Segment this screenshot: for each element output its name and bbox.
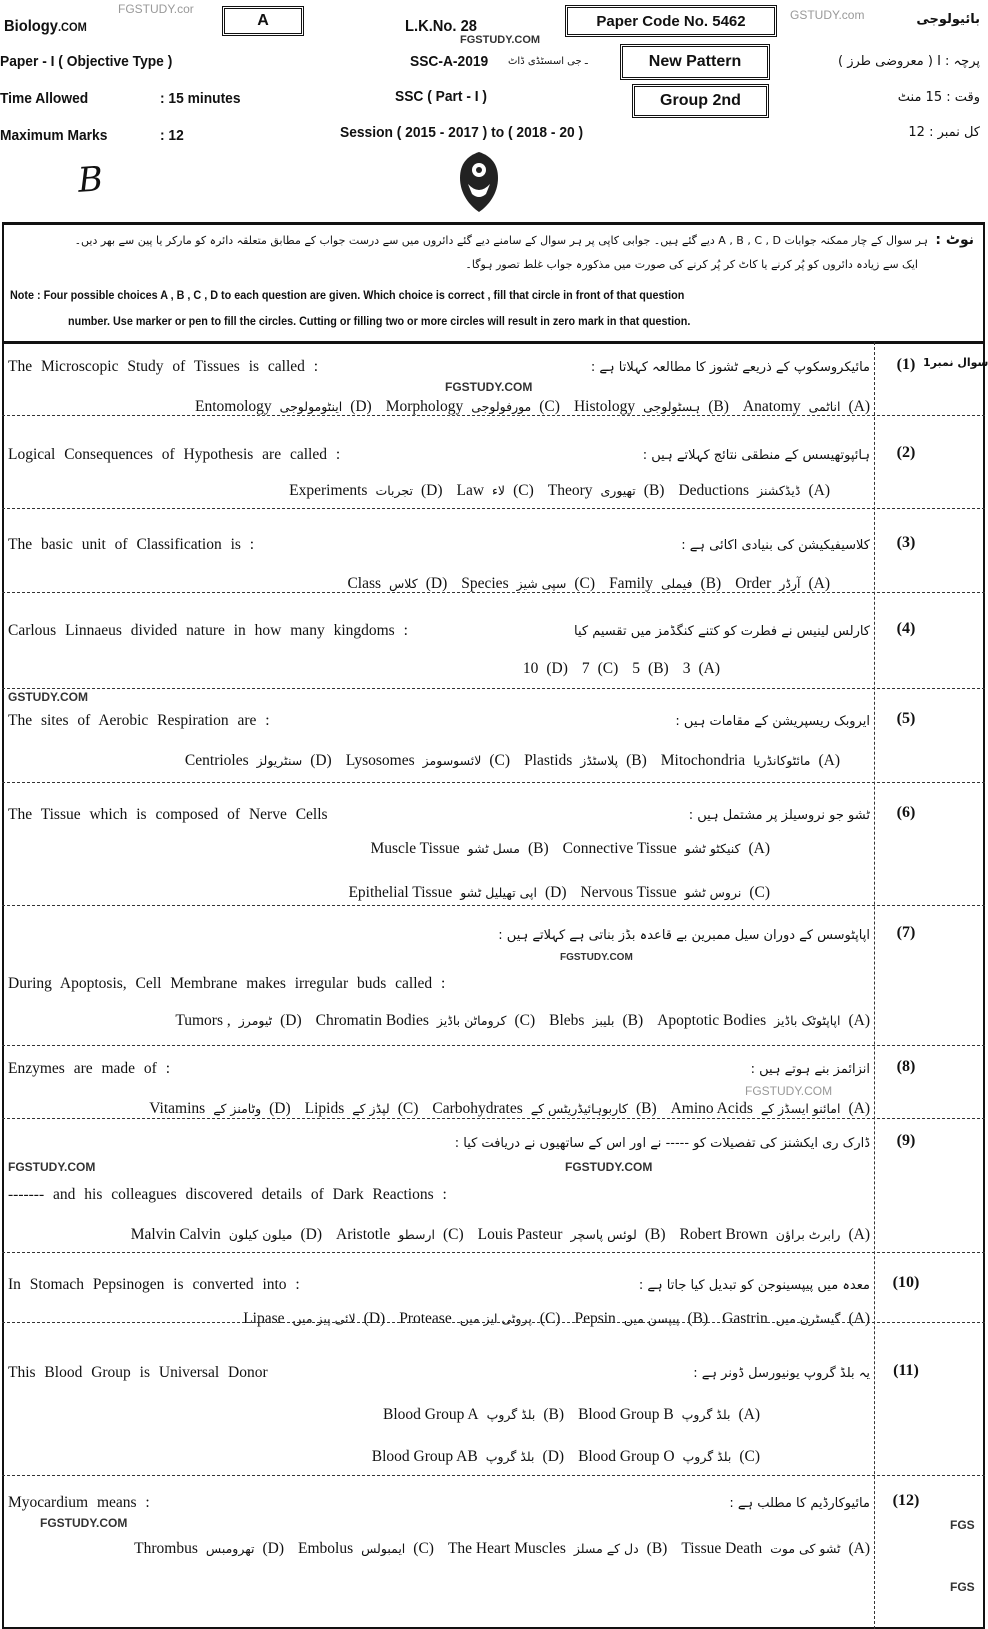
option-text-urdu: کروماٹن باڈیز: [436, 1013, 507, 1028]
option-text-urdu: رابرٹ براؤن: [775, 1227, 841, 1242]
option-letter: (B): [527, 840, 549, 857]
option-text-english: Anatomy: [742, 398, 801, 415]
note-urdu-line2: ایک سے زیادہ دائروں کو پُر کرنے یا کاٹ کر پُر کرنے کی صورت میں مذکورہ جواب غلط تصور ہوگا۔: [465, 258, 918, 271]
option-text-urdu: بلڈ گروپ: [682, 1449, 732, 1464]
question-text-urdu: کلاسیفیکیشن کی بنیادی اکائی ہے :: [681, 538, 870, 553]
watermark: FGSTUDY.COM: [8, 1160, 96, 1174]
option-text-urdu: ٹیومرز: [238, 1013, 273, 1028]
option-text-english: Species: [461, 575, 509, 592]
question-text-english: The basic unit of Classification is :: [8, 536, 255, 553]
option-text-english: Louis Pasteur: [477, 1226, 563, 1243]
option-d[interactable]: [372, 1448, 564, 1466]
option-letter: (C): [749, 884, 770, 901]
option-text-english: Law: [456, 482, 485, 499]
option-d[interactable]: [149, 1100, 290, 1118]
option-letter: (B): [687, 1310, 709, 1327]
row-divider: [2, 1475, 985, 1476]
option-text-english: Protease: [399, 1310, 452, 1327]
option-c[interactable]: [457, 482, 534, 500]
option-text-english: Plastids: [524, 752, 573, 769]
question-text-english: This Blood Group is Universal Donor: [8, 1364, 268, 1381]
question-text-english: In Stomach Pepsinogen is converted into :: [8, 1276, 300, 1293]
option-letter: (A): [848, 398, 870, 415]
option-text-english: Muscle Tissue: [370, 840, 460, 857]
option-text-english: Mitochondria: [660, 752, 746, 769]
option-text-urdu: اپی تھیلیل ٹشو: [460, 885, 538, 900]
time-value: : 15 minutes: [160, 90, 241, 107]
option-text-english: Blood Group A: [382, 1406, 479, 1423]
option-c[interactable]: [386, 398, 560, 416]
option-letter: (D): [350, 398, 372, 415]
question-text-urdu: مائیوکارڈیم کا مطلب ہے :: [729, 1496, 870, 1511]
watermark: FGSTUDY.cor: [118, 2, 194, 16]
option-text-english: Theory: [547, 482, 593, 499]
option-text-urdu: اناٹمی: [808, 399, 841, 414]
watermark: FGSTUDY.COM: [565, 1160, 653, 1174]
option-text-english: 3: [682, 660, 691, 677]
handwritten-mark: B: [76, 159, 105, 201]
option-text-english: Histology: [573, 398, 636, 415]
question-number: (1): [896, 356, 916, 373]
option-text-english: Nervous Tissue: [580, 884, 677, 901]
option-text-english: Tumors ,: [175, 1012, 231, 1029]
option-letter: (A): [808, 482, 830, 499]
option-text-english: Lysosomes: [345, 752, 415, 769]
option-a[interactable]: [578, 1406, 760, 1424]
option-text-urdu: دل کے مسلز: [573, 1541, 639, 1556]
option-text-urdu: بلڈ گروپ: [486, 1407, 536, 1422]
question-number: (11): [893, 1362, 919, 1379]
question-text-english: Myocardium means :: [8, 1494, 150, 1511]
option-text-english: Entomology: [195, 398, 272, 415]
question-number: (4): [896, 620, 916, 637]
option-text-urdu: فیملی: [660, 576, 693, 591]
urdu-marks: کل نمبر : 12: [908, 125, 980, 140]
option-text-urdu: وٹامنز کے: [213, 1101, 262, 1116]
option-letter: (A): [848, 1540, 870, 1557]
options-line: [372, 1448, 760, 1466]
option-a[interactable]: [743, 398, 870, 416]
question-number: (3): [896, 534, 916, 551]
row-divider: [2, 592, 985, 593]
marks-value: : 12: [160, 127, 184, 144]
option-text-english: 5: [632, 660, 641, 677]
option-c[interactable]: [346, 752, 510, 770]
options-line: [243, 1310, 870, 1328]
option-text-urdu: تھرومبس: [205, 1541, 255, 1556]
question-text-urdu: مائیکروسکوپ کے ذریعے ٹشوز کا مطالعہ کہلاتا ہے :: [590, 360, 870, 375]
question-text-urdu: ڈارک ری ایکشنز کی تفصیلات کو ----- نے اور اس کے ساتھیوں نے دریافت کیا :: [454, 1136, 870, 1151]
question-text-urdu: انزائمز بنے ہوتے ہیں :: [750, 1062, 870, 1077]
question-number: (9): [896, 1132, 916, 1149]
question-text-english: Logical Consequences of Hypothesis are called :: [8, 446, 341, 463]
question-number: (7): [896, 924, 916, 941]
option-text-urdu: مسل ٹشو: [467, 841, 520, 856]
option-text-english: Connective Tissue: [562, 840, 677, 857]
lk-number: L.K.No. 28: [405, 18, 477, 35]
row-divider: [2, 1045, 985, 1046]
option-letter: (D): [262, 1540, 284, 1557]
question-number: (2): [896, 444, 916, 461]
option-letter: (A): [808, 575, 830, 592]
option-text-urdu: لاء: [492, 483, 506, 498]
option-text-english: Lipase: [243, 1310, 285, 1327]
option-text-urdu: سپی شیز: [516, 576, 567, 591]
option-text-english: Thrombus: [134, 1540, 198, 1557]
option-text-urdu: کلاس: [389, 576, 418, 591]
option-text-urdu: ڈیڈکشنز: [757, 483, 801, 498]
option-b[interactable]: [478, 1226, 666, 1244]
option-letter: (B): [635, 1100, 657, 1117]
option-text-english: Class: [347, 575, 382, 592]
option-letter: (C): [597, 660, 619, 677]
options-line: [523, 660, 720, 678]
option-b[interactable]: [548, 482, 665, 500]
paper-code-box: Paper Code No. 5462: [565, 5, 777, 37]
option-text-english: 7: [581, 660, 590, 677]
option-text-urdu: کنیکٹو ٹشو: [684, 841, 741, 856]
option-text-urdu: پروٹی ایز میں: [459, 1311, 532, 1326]
option-letter: (C): [539, 398, 560, 415]
option-text-urdu: ایمبولس: [361, 1541, 406, 1556]
exam-part: SSC ( Part - I ): [395, 88, 488, 105]
option-letter: (B): [708, 398, 729, 415]
option-text-english: Epithelial Tissue: [348, 884, 453, 901]
options-line: [185, 752, 840, 770]
option-text-urdu: نروس ٹشو: [684, 885, 742, 900]
option-text-english: Chromatin Bodies: [315, 1012, 429, 1029]
option-letter: (D): [425, 575, 448, 592]
option-letter: (B): [648, 660, 669, 677]
option-b[interactable]: [448, 1540, 667, 1558]
row-divider: [2, 1118, 985, 1119]
option-c[interactable]: [578, 1448, 760, 1466]
option-d[interactable]: [347, 575, 447, 593]
option-text-urdu: لائی پیز میں: [292, 1311, 356, 1326]
column-divider: [874, 342, 875, 1629]
question-number: (8): [896, 1058, 916, 1075]
row-divider: [2, 508, 985, 509]
subject-title: Biology.COM: [4, 18, 87, 35]
option-text-english: Centrioles: [184, 752, 249, 769]
option-b[interactable]: [574, 398, 729, 416]
version-box: A: [222, 6, 304, 36]
question-1-label: سوال نمبر1: [923, 356, 988, 369]
option-text-urdu: اینٹومولوجی: [279, 399, 343, 414]
option-text-urdu: کاربوہائیڈریٹس کے: [530, 1101, 628, 1116]
option-a[interactable]: [563, 840, 770, 858]
option-b[interactable]: [574, 1310, 708, 1328]
question-text-urdu: یہ بلڈ گروپ یونیورسل ڈونر ہے :: [693, 1366, 870, 1381]
option-b[interactable]: [609, 575, 721, 593]
watermark: FGSTUDY.COM: [745, 1084, 833, 1098]
note-urdu-line1: ہر سوال کے چار ممکنہ جوابات A , B , C , D دیے گئے ہیں۔ جوابی کاپی پر ہر سوال کے سامنے دیے گئے دائروں میں سے درست جواب کے مطابق متعلقہ دائرہ کو مارکر یا پین سے بھر دیں۔: [74, 234, 928, 247]
question-text-english: During Apoptosis, Cell Membrane makes irregular buds called :: [8, 975, 446, 992]
options-line: [175, 1012, 870, 1030]
question-text-urdu: کارلس لینیس نے فطرت کو کتنے کنگڈمز میں تقسیم کیا: [573, 624, 870, 639]
note-english-line1: Note : Four possible choices A , B , C , D to each question are given. Which choice is correct , fill that circle in front of that question: [10, 288, 685, 302]
question-text-urdu: ہائپوتھیسس کے منطقی نتائج کہلاتے ہیں :: [642, 448, 870, 463]
option-a[interactable]: [671, 1100, 870, 1118]
options-line: [134, 1540, 870, 1558]
option-a[interactable]: [722, 1310, 870, 1328]
question-text-english: The sites of Aerobic Respiration are :: [8, 712, 270, 729]
options-line: [348, 884, 770, 902]
option-letter: (B): [622, 1012, 644, 1029]
session: Session ( 2015 - 2017 ) to ( 2018 - 20 ): [340, 124, 584, 141]
row-divider: [2, 688, 985, 689]
option-letter: (A): [748, 840, 770, 857]
marks-label: Maximum Marks: [0, 127, 108, 144]
question-text-english: Carlous Linnaeus divided nature in how many kingdoms :: [8, 622, 408, 639]
divider: [2, 341, 985, 344]
option-b[interactable]: [632, 660, 668, 678]
option-b[interactable]: [432, 1100, 656, 1118]
option-d[interactable]: [175, 1012, 301, 1030]
option-letter: (D): [542, 1448, 565, 1465]
row-divider: [2, 1252, 985, 1253]
row-divider: [2, 415, 985, 416]
question-number: (6): [896, 804, 916, 821]
question-number: (10): [892, 1274, 920, 1291]
option-d[interactable]: [185, 752, 332, 770]
options-line: [370, 840, 770, 858]
option-text-english: Family: [609, 575, 653, 592]
option-text-english: Aristotle: [336, 1226, 391, 1243]
watermark: FGS: [950, 1518, 975, 1532]
question-text-urdu: اپاپٹوسس کے دوران سیل ممبرین بے قاعدہ بڈز بناتی ہے کہلاتے ہیں :: [498, 928, 870, 943]
option-b[interactable]: [383, 1406, 564, 1424]
row-divider: [2, 782, 985, 783]
option-text-english: Vitamins: [149, 1100, 206, 1117]
group-box: Group 2nd: [632, 84, 769, 118]
option-c[interactable]: [582, 660, 618, 678]
option-letter: (B): [644, 1226, 666, 1243]
option-text-urdu: مورفولوجی: [471, 399, 532, 414]
options-line: [347, 575, 830, 593]
option-text-urdu: بلڈ گروپ: [485, 1449, 535, 1464]
board-logo: [456, 150, 502, 214]
option-letter: (D): [280, 1012, 302, 1029]
option-text-urdu: میلون کیلون: [228, 1227, 293, 1242]
option-letter: (B): [543, 1406, 565, 1423]
option-letter: (C): [739, 1448, 760, 1465]
option-text-urdu: بلڈ گروپ: [681, 1407, 731, 1422]
option-c[interactable]: [461, 575, 595, 593]
pattern-box: New Pattern: [620, 44, 770, 80]
note-label-urdu: نوٹ :: [935, 232, 974, 248]
watermark: FGSTUDY.COM: [560, 952, 633, 963]
option-text-english: Robert Brown: [679, 1226, 768, 1243]
option-d[interactable]: [523, 660, 568, 678]
question-text-english: Enzymes are made of :: [8, 1060, 171, 1077]
note-english-line2: number. Use marker or pen to fill the circles. Cutting or filling two or more circles will result in zero mark in that question.: [68, 314, 691, 328]
options-line: [149, 1100, 870, 1118]
option-text-english: Apoptotic Bodies: [657, 1012, 767, 1029]
option-a[interactable]: [683, 660, 720, 678]
option-text-english: Blood Group B: [578, 1406, 674, 1423]
urdu-subject: بائیولوجی: [916, 12, 980, 27]
time-label: Time Allowed: [0, 90, 89, 107]
option-letter: (A): [848, 1310, 870, 1327]
option-a[interactable]: [680, 1226, 871, 1244]
option-a[interactable]: [661, 752, 840, 770]
options-line: [195, 398, 870, 416]
option-text-urdu: تھیوری: [600, 483, 636, 498]
option-text-english: Tissue Death: [681, 1540, 763, 1557]
option-d[interactable]: [195, 398, 372, 416]
option-text-english: Pepsin: [574, 1310, 616, 1327]
option-letter: (C): [574, 575, 596, 592]
watermark: FGSTUDY.COM: [445, 380, 533, 394]
question-number: (12): [892, 1492, 920, 1509]
question-text-english: ------- and his colleagues discovered details of Dark Reactions :: [8, 1186, 447, 1203]
option-letter: (B): [643, 482, 665, 499]
option-text-english: Morphology: [385, 398, 464, 415]
option-a[interactable]: [681, 1540, 870, 1558]
option-text-english: Amino Acids: [670, 1100, 753, 1117]
option-c[interactable]: [305, 1100, 419, 1118]
option-text-urdu: آرڈر: [779, 576, 801, 591]
option-letter: (B): [626, 752, 647, 769]
options-line: [289, 482, 830, 500]
option-letter: (D): [545, 884, 567, 901]
question-text-english: The Tissue which is composed of Nerve Cells: [8, 806, 328, 823]
exam-name-urdu: ـ جی اسسٹڈی ڈاٹ: [508, 56, 588, 67]
option-c[interactable]: [316, 1012, 536, 1030]
option-letter: (A): [848, 1226, 870, 1243]
question-text-urdu: معدہ میں پیپسینوجن کو تبدیل کیا جاتا ہے :: [638, 1278, 870, 1293]
option-a[interactable]: [735, 575, 830, 593]
option-letter: (C): [442, 1226, 464, 1243]
option-letter: (A): [818, 752, 840, 769]
option-letter: (C): [413, 1540, 434, 1557]
option-text-urdu: ہسٹولوجی: [643, 399, 701, 414]
option-text-english: Malvin Calvin: [130, 1226, 221, 1243]
option-d[interactable]: [131, 1226, 322, 1244]
option-letter: (D): [546, 660, 568, 677]
option-letter: (C): [397, 1100, 419, 1117]
paper-type: Paper - I ( Objective Type ): [0, 53, 173, 70]
question-text-urdu: ایروبک ریسپریشن کے مقامات ہیں :: [675, 714, 870, 729]
option-text-urdu: ارسطو: [398, 1227, 435, 1242]
option-text-urdu: اپاپٹوٹک باڈیز: [774, 1013, 841, 1028]
option-letter: (D): [300, 1226, 322, 1243]
option-letter: (C): [513, 482, 534, 499]
watermark: FGSTUDY.COM: [460, 34, 541, 46]
option-text-urdu: لپڈز کے: [352, 1101, 390, 1116]
watermark: GSTUDY.COM: [8, 690, 89, 704]
option-text-english: The Heart Muscles: [447, 1540, 566, 1557]
option-text-english: Lipids: [304, 1100, 345, 1117]
option-b[interactable]: [549, 1012, 643, 1030]
option-d[interactable]: [289, 482, 442, 500]
option-text-urdu: تجربات: [375, 483, 413, 498]
urdu-time: وقت : 15 منٹ: [897, 90, 980, 105]
option-text-english: Blood Group O: [578, 1448, 675, 1465]
option-c[interactable]: [336, 1226, 464, 1244]
option-text-english: Order: [735, 575, 772, 592]
question-text-english: The Microscopic Study of Tissues is called :: [8, 358, 319, 375]
option-text-urdu: سنٹریولز: [256, 753, 303, 768]
exam-name: SSC-A-2019: [410, 53, 489, 70]
option-letter: (D): [420, 482, 443, 499]
option-c[interactable]: [298, 1540, 434, 1558]
option-b[interactable]: [370, 840, 548, 858]
option-d[interactable]: [134, 1540, 284, 1558]
option-text-urdu: بلیبز: [592, 1013, 615, 1028]
option-text-urdu: پلاسٹڈز: [580, 753, 619, 768]
option-letter: (A): [848, 1100, 870, 1117]
option-text-urdu: لوئس پاسچر: [570, 1227, 637, 1242]
option-d[interactable]: [348, 884, 566, 902]
option-letter: (C): [489, 752, 511, 769]
option-letter: (C): [514, 1012, 536, 1029]
urdu-paper: پرچہ : I ( معروضی طرز ): [838, 54, 980, 69]
option-d[interactable]: [243, 1310, 385, 1328]
row-divider: [2, 1322, 985, 1323]
option-text-urdu: گیسٹرن میں: [775, 1311, 841, 1326]
option-letter: (A): [848, 1012, 870, 1029]
question-text-urdu: ٹشو جو نروسیلز پر مشتمل ہیں :: [688, 808, 870, 823]
option-text-english: Experiments: [289, 482, 368, 499]
option-text-urdu: امائنو ایسڈز کے: [760, 1101, 841, 1116]
option-letter: (A): [698, 660, 720, 677]
option-text-urdu: پیپسن میں: [623, 1311, 680, 1326]
options-line: [131, 1226, 870, 1244]
option-text-urdu: مائٹوکانڈریا: [753, 753, 811, 768]
option-c[interactable]: [399, 1310, 560, 1328]
option-letter: (D): [310, 752, 332, 769]
option-a[interactable]: [657, 1012, 870, 1030]
watermark: FGSTUDY.COM: [40, 1516, 128, 1530]
option-c[interactable]: [581, 884, 770, 902]
watermark: FGS: [950, 1580, 975, 1594]
question-number: (5): [896, 710, 916, 727]
option-text-english: Gastrin: [722, 1310, 768, 1327]
row-divider: [2, 905, 985, 906]
option-text-english: Deductions: [678, 482, 750, 499]
option-text-urdu: لائسوسومز: [422, 753, 482, 768]
option-text-english: Blebs: [549, 1012, 585, 1029]
option-letter: (A): [738, 1406, 760, 1423]
option-letter: (B): [646, 1540, 668, 1557]
option-text-english: Blood Group AB: [371, 1448, 478, 1465]
watermark: GSTUDY.com: [790, 8, 865, 22]
option-text-urdu: ٹشو کی موت: [770, 1541, 841, 1556]
option-letter: (D): [269, 1100, 291, 1117]
option-letter: (C): [539, 1310, 561, 1327]
option-text-english: Carbohydrates: [432, 1100, 523, 1117]
option-a[interactable]: [678, 482, 830, 500]
options-line: [383, 1406, 760, 1424]
option-letter: (B): [700, 575, 722, 592]
option-b[interactable]: [524, 752, 647, 770]
option-letter: (D): [363, 1310, 386, 1327]
option-text-english: 10: [522, 660, 539, 677]
option-text-english: Embolus: [298, 1540, 354, 1557]
